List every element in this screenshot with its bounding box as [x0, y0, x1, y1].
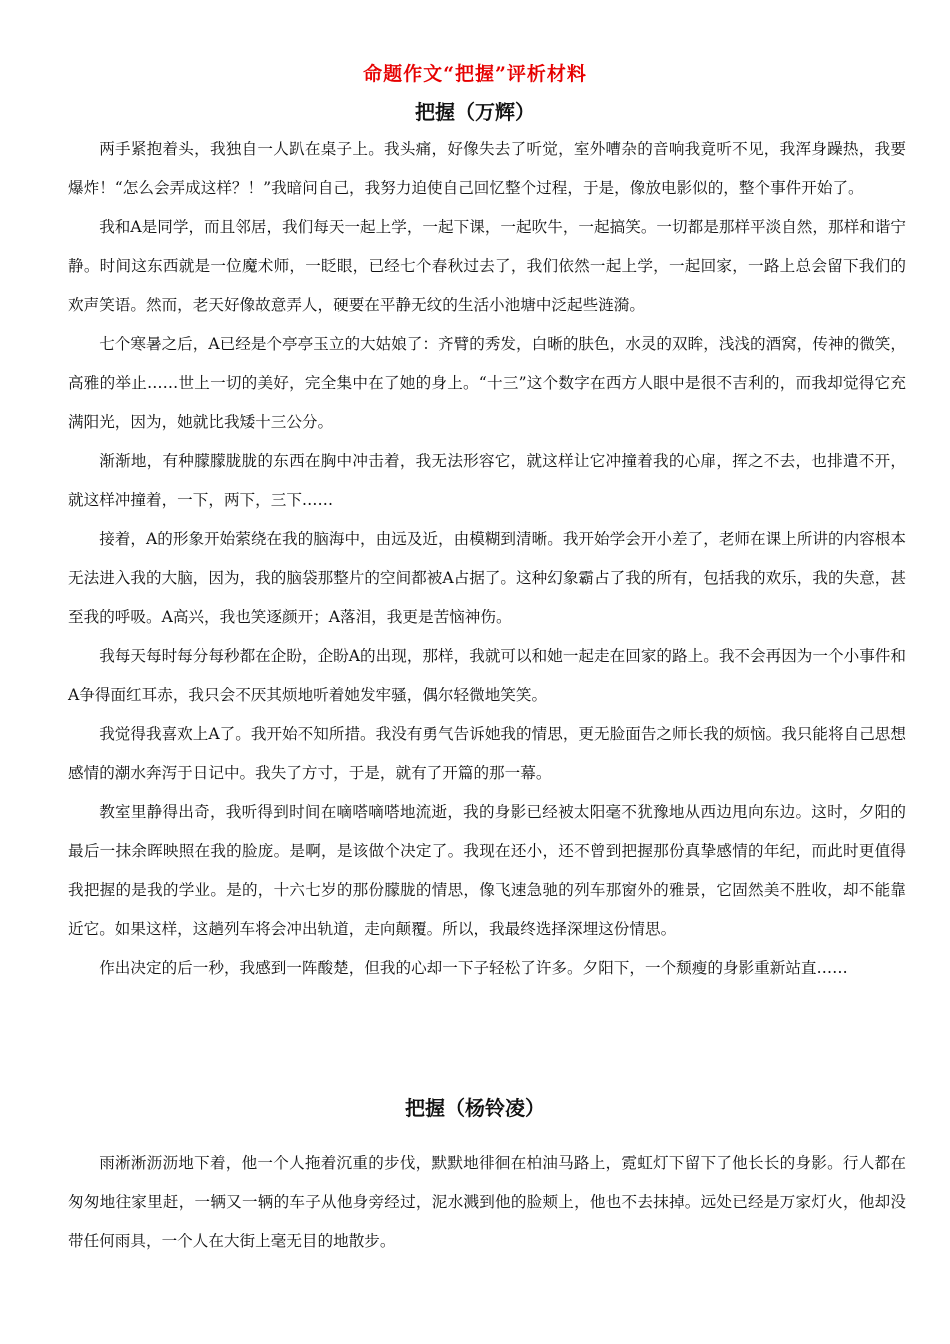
- essay-paragraph: 接着，A的形象开始萦绕在我的脑海中，由远及近，由模糊到清晰。我开始学会开小差了，老师在课上所讲的内容根本无法进入我的大脑，因为，我的脑袋那整片的空间都被A占据了。这种幻象霸占了我的所有，包括我的欢乐，我的失意，甚至我的呼吸。A高兴，我也笑逐颜开；A落泪，我更是苦恼神伤。: [68, 530, 906, 626]
- essay-paragraph: 我每天每时每分每秒都在企盼，企盼A的出现，那样，我就可以和她一起走在回家的路上。我不会再因为一个小事件和A争得面红耳赤，我只会不厌其烦地听着她发牢骚，偶尔轻微地笑笑。: [68, 647, 906, 704]
- essay-body-yanglingling: [68, 1144, 906, 1261]
- essay-paragraph: 雨淅淅沥沥地下着，他一个人拖着沉重的步伐，默默地徘徊在柏油马路上，霓虹灯下留下了他长长的身影。行人都在匆匆地往家里赶，一辆又一辆的车子从他身旁经过，泥水溅到他的脸颊上，他也不去抹掉。远处已经是万家灯火，他却没带任何雨具，一个人在大街上毫无目的地散步。: [68, 1154, 906, 1250]
- essay-paragraph: 我和A是同学，而且邻居，我们每天一起上学，一起下课，一起吹牛，一起搞笑。一切都是那样平淡自然，那样和谐宁静。时间这东西就是一位魔术师，一眨眼，已经七个春秋过去了，我们依然一起上学，一起回家，一路上总会留下我们的欢声笑语。然而，老天好像故意弄人，硬要在平静无纹的生活小池塘中泛起些涟漪。: [68, 218, 906, 314]
- essay-body-wanhui: [68, 130, 906, 988]
- essay-paragraph: 渐渐地，有种朦朦胧胧的东西在胸中冲击着，我无法形容它，就这样让它冲撞着我的心扉，挥之不去，也排遣不开，就这样冲撞着，一下，两下，三下……: [68, 452, 906, 509]
- essay-paragraph: 七个寒暑之后，A已经是个亭亭玉立的大姑娘了：齐臂的秀发，白晰的肤色，水灵的双眸，浅浅的酒窝，传神的微笑，高雅的举止……世上一切的美好，完全集中在了她的身上。“十三”这个数字在西方人眼中是很不吉利的，而我却觉得它充满阳光，因为，她就比我矮十三公分。: [68, 335, 906, 431]
- document-main-title: 命题作文“把握”评析材料: [363, 63, 587, 85]
- essay-paragraph: 我觉得我喜欢上A了。我开始不知所措。我没有勇气告诉她我的情思，更无脸面告之师长我的烦恼。我只能将自己思想感情的潮水奔泻于日记中。我失了方寸，于是，就有了开篇的那一幕。: [68, 725, 906, 782]
- essay-paragraph: 两手紧抱着头，我独自一人趴在桌子上。我头痛，好像失去了听觉，室外嘈杂的音响我竟听不见，我浑身躁热，我要爆炸！“怎么会弄成这样？！”我暗问自己，我努力迫使自己回忆整个过程，于是，像放电影似的，整个事件开始了。: [68, 140, 906, 197]
- essay-paragraph: 作出决定的后一秒，我感到一阵酸楚，但我的心却一下子轻松了许多。夕阳下，一个颓瘦的身影重新站直……: [99, 959, 848, 977]
- essay-title-wanhui: 把握（万辉）: [415, 100, 535, 124]
- essay-title-yanglingling: 把握（杨铃凌）: [405, 1096, 545, 1120]
- essay-paragraph: 教室里静得出奇，我听得到时间在嘀嗒嘀嗒地流逝，我的身影已经被太阳毫不犹豫地从西边甩向东边。这时，夕阳的最后一抹余晖映照在我的脸庞。是啊，是该做个决定了。我现在还小，还不曾到把握那份真挚感情的年纪，而此时更值得我把握的是我的学业。是的，十六七岁的那份朦胧的情思，像飞速急驰的列车那窗外的雅景，它固然美不胜收，却不能靠近它。如果这样，这趟列车将会冲出轨道，走向颠覆。所以，我最终选择深埋这份情思。: [68, 803, 906, 938]
